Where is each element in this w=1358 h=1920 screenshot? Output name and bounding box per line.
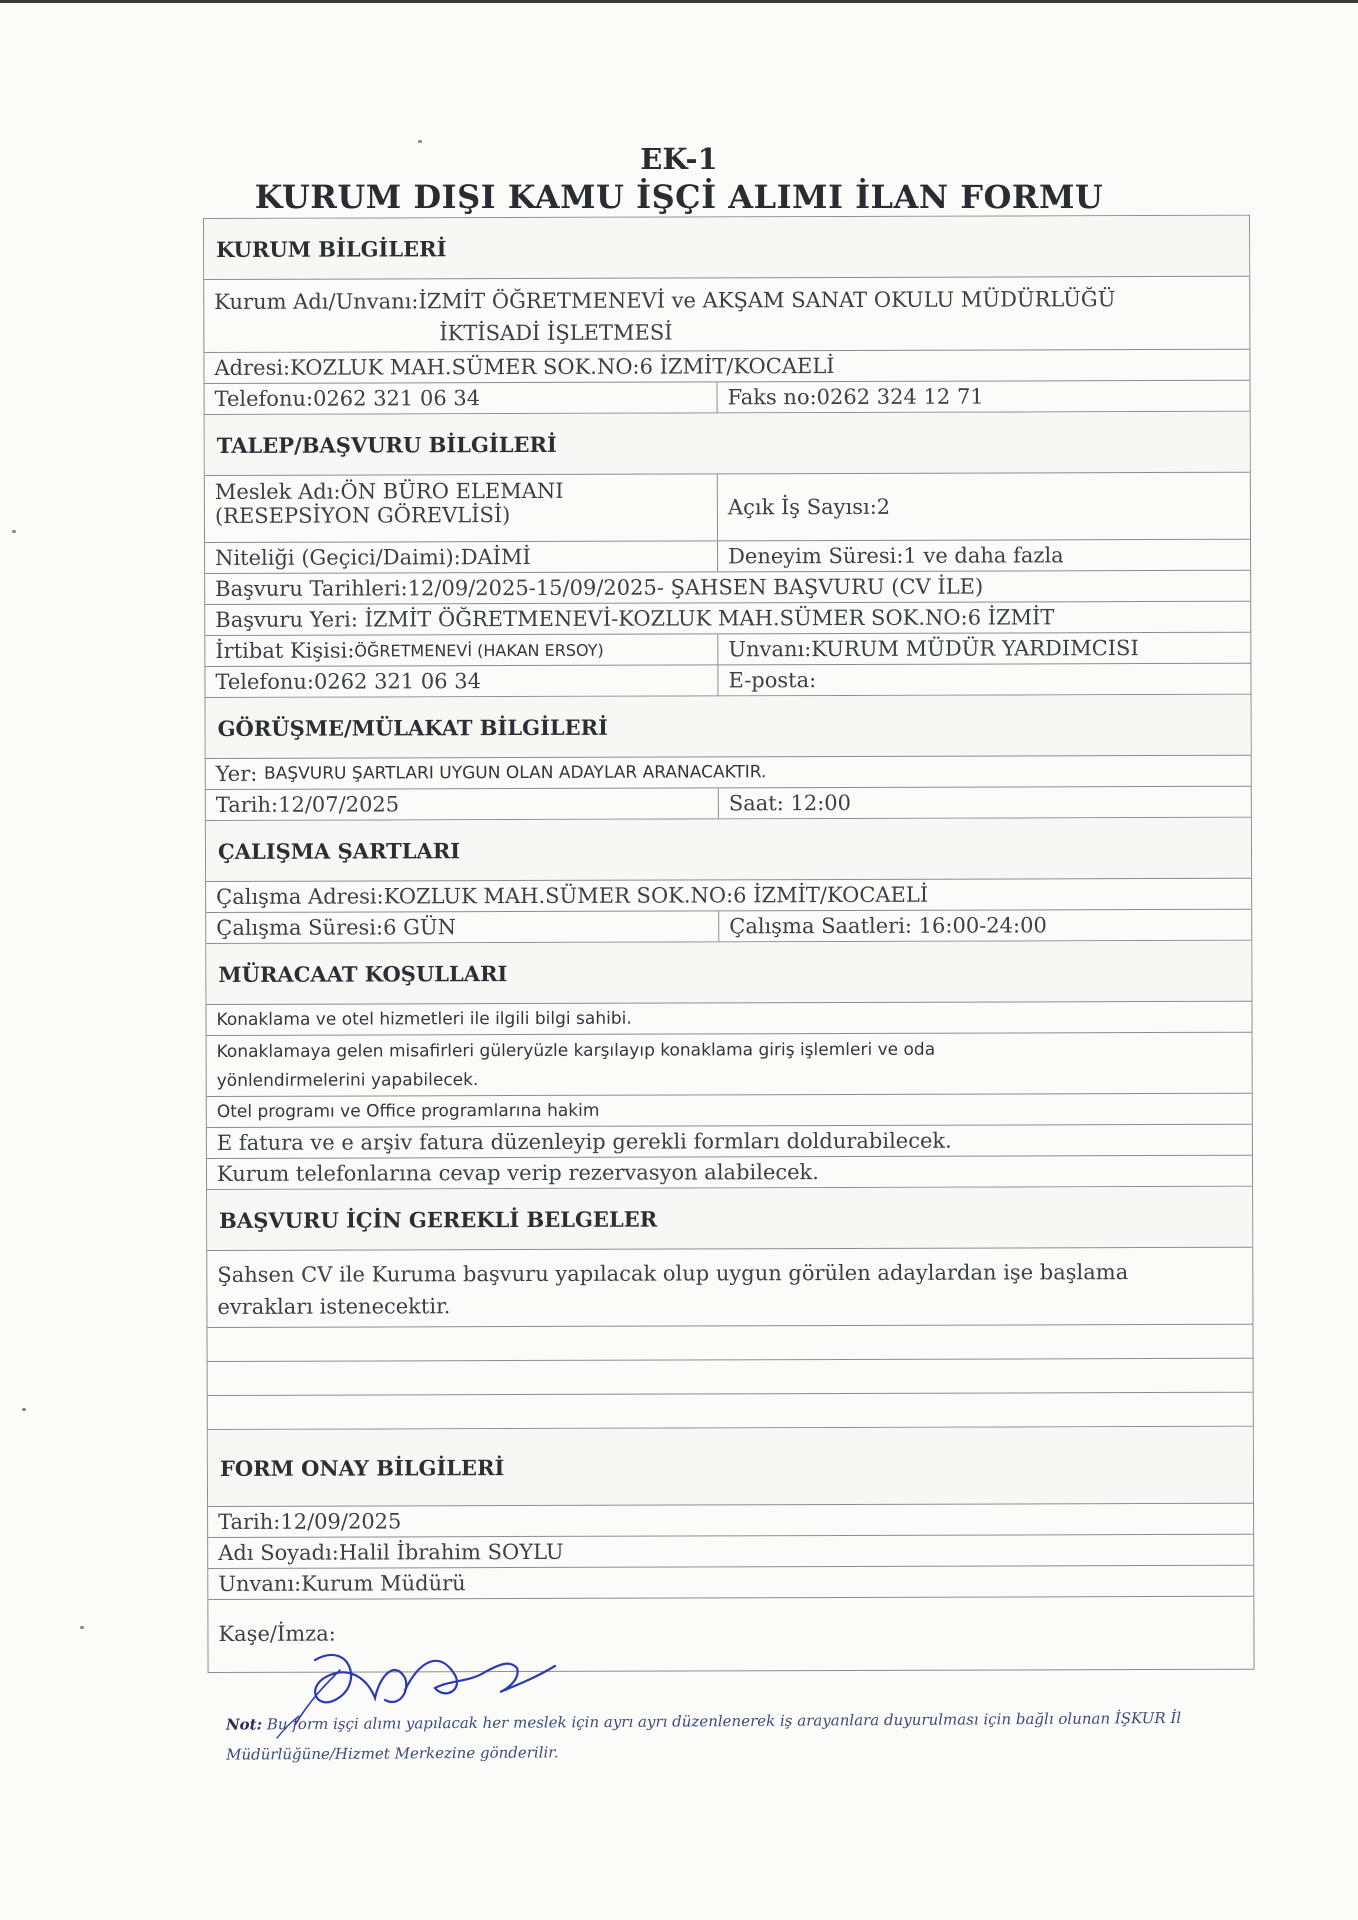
acik-is-sayisi: Açık İş Sayısı:2 [727, 494, 891, 520]
meslek-line1: Meslek Adı:ÖN BÜRO ELEMANI [214, 478, 564, 504]
talep-email: E-posta: [728, 668, 817, 693]
footer-note [226, 1702, 1266, 1769]
section-muracaat: MÜRACAAT KOŞULLARI [206, 941, 1251, 1005]
onay-adi-row [208, 1535, 1253, 1569]
gorusme-yer-label: Yer: [215, 761, 258, 786]
muracaat-item: Otel programı ve Office programlarına hakim [207, 1094, 1252, 1128]
meslek-line2: (RESEPSİYON GÖREVLİSİ) [214, 503, 511, 528]
blank-row [207, 1325, 1252, 1362]
muracaat-item: Konaklama ve otel hizmetleri ile ilgili bilgi sahibi. [206, 1002, 1251, 1036]
annex-label: EK-1 [640, 142, 718, 176]
section-gorusme: GÖRÜŞME/MÜLAKAT BİLGİLERİ [206, 695, 1251, 759]
irtibat-kisisi [205, 634, 718, 666]
scan-speck [12, 530, 16, 533]
kurum-name-line1: Kurum Adı/Unvanı:İZMİT ÖĞRETMENEVİ ve AKŞAM SANAT OKULU MÜDÜRLÜĞÜ [214, 287, 1116, 314]
note-label: Not: [225, 1715, 263, 1734]
kurum-address: Adresi:KOZLUK MAH.SÜMER SOK.NO:6 İZMİT/KOCAELİ [214, 354, 835, 380]
belgeler-line1: Şahsen CV ile Kuruma başvuru yapılacak olup uygun görülen adaylardan işe başlama [217, 1260, 1129, 1287]
nitelik-row [205, 540, 1250, 574]
calisma-suresi: Çalışma Süresi:6 GÜN [206, 911, 719, 943]
kurum-contact-row [205, 381, 1250, 415]
kurum-fax: Faks no:0262 324 12 71 [727, 384, 984, 410]
irtibat-value: ÖĞRETMENEVİ (HAKAN ERSOY) [354, 640, 604, 661]
tarihler-row [205, 571, 1250, 605]
onay-unvan-row [208, 1566, 1253, 1600]
kurum-name-row [204, 277, 1249, 353]
calisma-saatleri: Çalışma Saatleri: 16:00-24:00 [729, 913, 1047, 939]
section-onay: FORM ONAY BİLGİLERİ [208, 1427, 1253, 1507]
kurum-phone: Telefonu:0262 321 06 34 [205, 382, 718, 414]
talep-contact-row [205, 664, 1250, 698]
onay-unvan: Unvanı:Kurum Müdürü [218, 1571, 466, 1596]
basvuru-tarihleri: Başvuru Tarihleri:12/09/2025-15/09/2025- ŞAHSEN BAŞVURU (CV İLE) [215, 574, 984, 601]
calisma-adres-row [206, 879, 1251, 913]
gorusme-saat: Saat: 12:00 [728, 790, 852, 816]
gorusme-yer-value: BAŞVURU ŞARTLARI UYGUN OLAN ADAYLAR ARANACAKTIR. [263, 762, 767, 784]
irtibat-label: İrtibat Kişisi: [215, 638, 355, 663]
gorusme-yer-row [206, 756, 1251, 790]
muracaat-item: Konaklamaya gelen misafirleri güleryüzle karşılayıp konaklama giriş işlemleri ve oda yönlendirmelerini yapabilecek. [207, 1033, 1252, 1097]
calisma-adresi: Çalışma Adresi:KOZLUK MAH.SÜMER SOK.NO:6 İZMİT/KOCAELİ [216, 882, 929, 909]
irtibat-unvan: Unvanı:KURUM MÜDÜR YARDIMCISI [728, 636, 1139, 662]
scan-top-edge [0, 0, 1358, 3]
application-form [203, 215, 1255, 1673]
section-kurum: KURUM BİLGİLERİ [204, 216, 1249, 280]
basvuru-yeri-row [205, 602, 1250, 636]
onay-kase-imza: Kaşe/İmza: [218, 1621, 336, 1646]
section-belgeler: BAŞVURU İÇİN GEREKLİ BELGELER [207, 1187, 1252, 1251]
onay-adi-soyadi: Adı Soyadı:Halil İbrahim SOYLU [218, 1539, 564, 1565]
muracaat-item: Kurum telefonlarına cevap verip rezervasyon alabilecek. [207, 1156, 1252, 1190]
gorusme-tarih: Tarih:12/07/2025 [206, 788, 719, 820]
deneyim: Deneyim Süresi:1 ve daha fazla [728, 543, 1064, 569]
form-title: KURUM DIŞI KAMU İŞÇİ ALIMI İLAN FORMU [254, 178, 1104, 216]
kurum-name-line2: İKTİSADİ İŞLETMESİ [439, 320, 673, 346]
gorusme-tarih-row [206, 787, 1251, 821]
kurum-address-row [204, 350, 1249, 384]
blank-row [208, 1359, 1253, 1396]
talep-phone: Telefonu:0262 321 06 34 [205, 665, 718, 697]
onay-tarih: Tarih:12/09/2025 [218, 1509, 402, 1534]
belgeler-row [207, 1248, 1252, 1328]
belgeler-line2: evrakları istenecektir. [217, 1294, 451, 1319]
scan-speck [80, 1626, 84, 1629]
scan-speck [22, 1408, 26, 1411]
muracaat-item: E fatura ve e arşiv fatura düzenleyip gerekli formları doldurabilecek. [207, 1125, 1252, 1159]
section-talep: TALEP/BAŞVURU BİLGİLERİ [205, 412, 1250, 476]
section-calisma: ÇALIŞMA ŞARTLARI [206, 818, 1251, 882]
onay-tarih-row [208, 1504, 1253, 1538]
nitelik: Niteliği (Geçici/Daimi):DAİMİ [205, 541, 718, 573]
irtibat-row [205, 633, 1250, 667]
calisma-sure-row [206, 910, 1251, 944]
meslek-row [205, 473, 1250, 543]
basvuru-yeri: Başvuru Yeri: İZMİT ÖĞRETMENEVİ-KOZLUK MAH.SÜMER SOK.NO:6 İZMİT [215, 605, 1055, 632]
note-text: Bu form işçi alımı yapılacak her meslek için ayrı ayrı düzenlenerek iş arayanlara duyurulması için bağlı olunan İŞKUR İl Müdürlüğüne/Hizmet Merkezine gönderilir. [226, 1708, 1182, 1764]
blank-row [208, 1393, 1253, 1430]
